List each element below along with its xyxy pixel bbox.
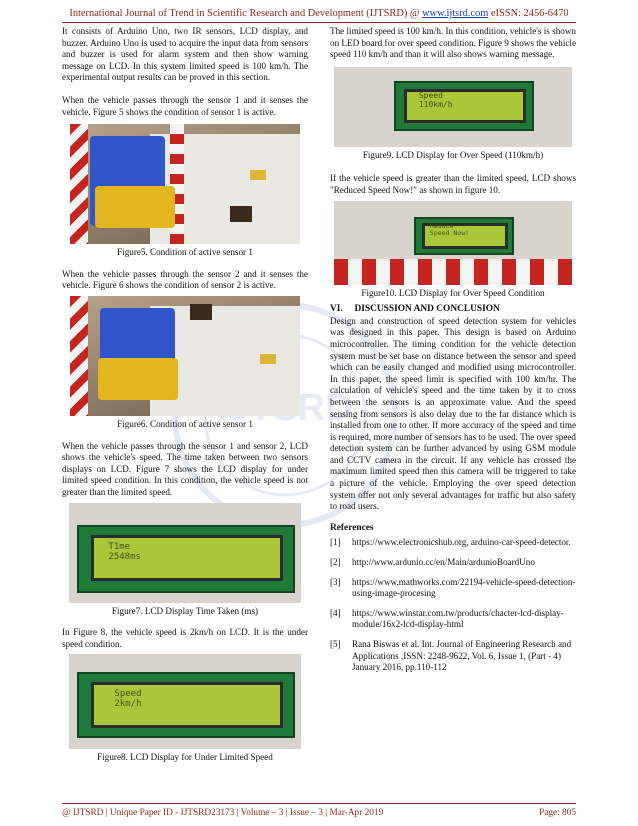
reference-item: [5] Rana Biswas et al. Int. Journal of Engineering Research and Applications ,ISSN: 2248-9622, Vol. 6, Issue 1, (Part - 4) January 2016, pp.110-112	[330, 639, 576, 674]
page-number: Page: 805	[539, 808, 576, 818]
figure8-lcd-text: Speed 2km/h	[114, 689, 142, 710]
figure6-caption: Figure6. Condition of active sensor 1	[117, 418, 253, 429]
figure10-caption: Figure10. LCD Display for Over Speed Condition	[361, 287, 545, 298]
reference-item: [2] http://www.ardunio.cc/en/Main/ardunioBoardUno	[330, 557, 576, 569]
journal-header	[0, 8, 638, 19]
paragraph: It consists of Arduino Uno, two IR sensors, LCD display, and buzzer. Arduino Uno is used to acquire the input data from sensors and buzzer is used for alarm system and then show warning message on LCD. In this system limited speed is 100 km/h. The experimental output results can be proved in this section.	[62, 26, 308, 83]
figure10-photo	[334, 201, 572, 285]
paragraph: If the vehicle speed is greater than the limited speed, LCD shows "Reduced Speed Now!" as shown in figure 10.	[330, 173, 576, 195]
reference-link[interactable]: https://www.winstar.com.tw/products/chacter-lcd-display-module/16x2-lcd-display-html	[352, 607, 564, 630]
paragraph: Design and construction of speed detection system for vehicles was designed in this paper. This design is based on Arduino microcontroller. The timing condition for the vehicle detection system must be set base on distance between the sensor and speed which can be easily changed and modified using microcontroller. In this paper, the speed limit is specified with 100 km/hr. The calculation of vehicle's speed and the time taken by it to cross between the sensors is an approximate value. And the speed sensing from sensors is also delay due to the far distance which is installed from one to other. If more accuracy of the speed and time is required, more number of sensors has to be used. The over speed detection system can be further advanced by using GSM module and CCTV camera in the circuit. If any vehicle has crossed the maximum limited speed then this camera will be triggered to take a picture of the vehicle. Employing the over speed detection system offer not only several advantages for traffic but also safety to road users.	[330, 315, 576, 512]
journal-title: International Journal of Trend in Scientific Research and Development (IJTSRD) @	[69, 8, 423, 19]
figure9-caption: Figure9. LCD Display for Over Speed (110km/h)	[362, 149, 544, 160]
section-number: VI.	[330, 304, 343, 315]
figure7-caption: Figure7. LCD Display Time Taken (ms)	[111, 605, 259, 616]
paragraph: The limited speed is 100 km/h. In this condition, vehicle's is shown on LED board for over speed condition. Figure 9 shows the vehicle speed 110 km/h and than it will also shows warning message.	[330, 26, 576, 60]
reference-link[interactable]: http://www.ardunio.cc/en/Main/ardunioBoardUno	[352, 557, 535, 568]
paragraph: When the vehicle passes through the sensor 1 and sensor 2, LCD shows the vehicle's speed. The time taken between two sensors displays on LCD. Figure 7 shows the LCD display for under limited speed condition. In this condition, the vehicle speed is not greater than the limited speed.	[62, 440, 308, 497]
page-footer	[62, 808, 576, 818]
right-column	[330, 26, 576, 674]
reference-link[interactable]: https://www.electronicshub.org, arduino-car-speed-detector.	[352, 537, 571, 548]
reference-link[interactable]: https://www.mathworks.com/22194-vehicle-speed-detection-using-image-procesing	[352, 576, 576, 599]
left-column	[62, 26, 308, 764]
figure6-photo	[70, 296, 300, 416]
reference-item: [1] https://www.electronicshub.org, arduino-car-speed-detector.	[330, 537, 576, 549]
figure8-caption: Figure8. LCD Display for Under Limited Speed	[97, 752, 273, 763]
journal-link[interactable]: www.ijtsrd.com	[422, 8, 489, 19]
figure7-photo	[69, 503, 301, 603]
paragraph: In Figure 8, the vehicle speed is 2km/h on LCD. It is the under speed condition.	[62, 627, 308, 649]
figure7-lcd-text: T1me 2548ms	[108, 541, 141, 562]
figure9-lcd-text: Speed 110km/h	[418, 90, 453, 109]
section-heading	[330, 304, 576, 316]
reference-item: [3] https://www.mathworks.com/22194-vehicle-speed-detection-using-image-procesing	[330, 576, 576, 599]
figure9-photo	[334, 67, 572, 147]
figure10-lcd-text: Reduce Speed Now!	[429, 221, 470, 238]
figure5-photo	[70, 124, 300, 244]
reference-text: Rana Biswas et al. Int. Journal of Engineering Research and Applications ,ISSN: 2248-9622, Vol. 6, Issue 1, (Part - 4) January 2016, pp.110-112	[352, 639, 572, 673]
paragraph: When the vehicle passes through the sensor 2 and it senses the vehicle. Figure 6 shows the condition of sensor 2 is active.	[62, 268, 308, 291]
footer-info: @ IJTSRD | Unique Paper ID - IJTSRD23173 | Volume – 3 | Issue – 3 | Mar-Apr 2019	[62, 808, 384, 818]
figure8-photo	[69, 654, 301, 749]
section-title: DISCUSSION AND CONCLUSION	[354, 304, 500, 315]
paragraph: When the vehicle passes through the sensor 1 and it senses the vehicle. Figure 5 shows the condition of sensor 1 is active.	[62, 94, 308, 117]
references-heading: References	[330, 522, 374, 533]
journal-issn: eISSN: 2456-6470	[488, 8, 569, 19]
figure5-caption: Figure5. Condition of active sensor 1	[117, 247, 253, 258]
header-rule	[62, 22, 576, 23]
reference-item: [4] https://www.winstar.com.tw/products/chacter-lcd-display-module/16x2-lcd-display-html	[330, 608, 576, 631]
footer-rule	[62, 803, 576, 804]
